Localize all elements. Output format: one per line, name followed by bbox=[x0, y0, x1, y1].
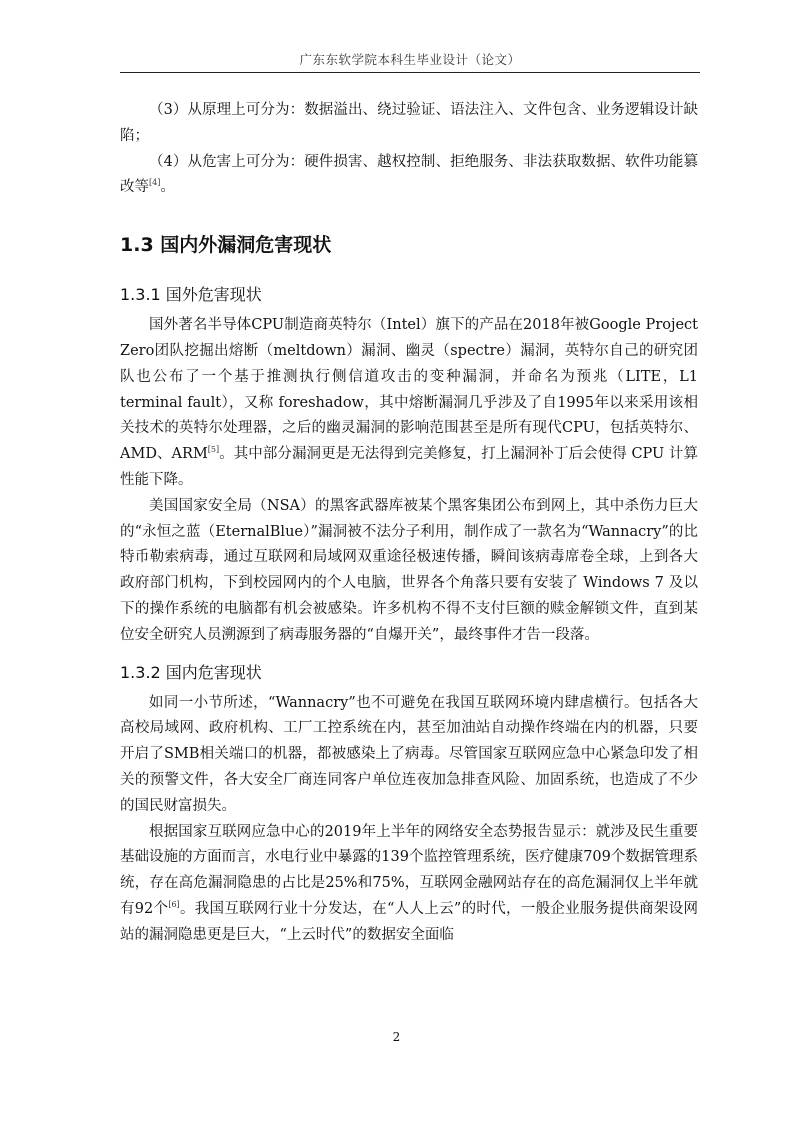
foreign-paragraph-2: 美国国家安全局（NSA）的黑客武器库被某个黑客集团公布到网上，其中杀伤力巨大的“永恒之蓝（EternalBlue）”漏洞被不法分子利用，制作成了一款名为“Wannacry”的比特币勒索病毒，通过互联网和局域网双重途径极速传播，瞬间该病毒席卷全球，上到各大政府部门机构，下到校园网内的个人电脑，世界各个角落只要有安装了 Windows 7 及以下的操作系统的电脑都有机会被感染。许多机构不得不支付巨额的赎金解锁文件，直到某位安全研究人员溯源到了病毒服务器的“自爆开关”，最终事件才告一段落。 bbox=[120, 497, 698, 643]
foreign-paragraph-1-text: 国外著名半导体CPU制造商英特尔（Intel）旗下的产品在2018年被Google Project Zero团队挖掘出熔断（meltdown）漏洞、幽灵（spectre）漏洞，英特尔自己的研究团队也公布了一个基于推测执行侧信道攻击的变种漏洞，并命名为预兆（LITE，L1 terminal fault），又称 foreshadow，其中熔断漏洞几乎涉及了自1995年以来采用该相关技术的英特尔处理器，之后的幽灵漏洞的影响范围甚至是所有现代CPU，包括英特尔、AMD、ARM bbox=[120, 317, 698, 463]
domestic-paragraph-2 bbox=[120, 820, 698, 949]
intro-paragraph-4-text: （4）从危害上可分为：硬件损害、越权控制、拒绝服务、非法获取数据、软件功能篡改等 bbox=[120, 153, 698, 196]
header-divider bbox=[120, 72, 700, 73]
page-number: 2 bbox=[392, 1030, 401, 1044]
domestic-paragraph-1: 如同一小节所述，“Wannacry”也不可避免在我国互联网环境内肆虐横行。包括各大高校局域网、政府机构、工厂工控系统在内，甚至加油站自动操作终端在内的机器，只要开启了SMB相关端口的机器，都被感染上了病毒。尽管国家互联网应急中心紧急印发了相关的预警文件，各大安全厂商连同客户单位连夜加急排查风险、加固系统，也造成了不少的国民财富损失。 bbox=[120, 694, 698, 814]
intro-paragraph-4 bbox=[120, 150, 698, 202]
subsection-heading-1-3-1: 1.3.1 国外危害现状 bbox=[120, 285, 262, 305]
subsection-heading-1-3-2: 1.3.2 国内危害现状 bbox=[120, 662, 262, 682]
page-header: 广东东软学院本科生毕业设计（论文） bbox=[299, 52, 521, 67]
intro-paragraph-3-text: （3）从原理上可分为：数据溢出、绕过验证、语法注入、文件包含、业务逻辑设计缺陷； bbox=[120, 102, 698, 144]
domestic-paragraph-2-text: 根据国家互联网应急中心的2019年上半年的网络安全态势报告显示：就涉及民生重要基础设施的方面而言，水电行业中暴露的139个监控管理系统，医疗健康709个数据管理系统，存在高危漏洞隐患的占比是25%和75%，互联网金融网站存在的高危漏洞仅上半年就有92个 bbox=[120, 823, 698, 917]
foreign-paragraph-1 bbox=[120, 313, 698, 494]
domestic-paragraph-2-tail: 。我国互联网行业十分发达，在“人人上云”的时代，一般企业服务提供商架设网站的漏洞隐患更是巨大，“上云时代”的数据安全面临 bbox=[120, 900, 698, 943]
citation-4: [4] bbox=[149, 178, 161, 188]
section-heading-1-3: 1.3 国内外漏洞危害现状 bbox=[120, 234, 332, 257]
citation-5: [5] bbox=[207, 445, 220, 455]
intro-paragraph-3 bbox=[120, 98, 698, 150]
foreign-paragraph-1-tail: 。其中部分漏洞更是无法得到完美修复，打上漏洞补丁后会使得 CPU 计算性能下降。 bbox=[120, 446, 698, 488]
citation-6: [6] bbox=[168, 900, 180, 910]
page-body bbox=[120, 98, 698, 949]
intro-paragraph-4-tail: 。 bbox=[160, 179, 175, 196]
